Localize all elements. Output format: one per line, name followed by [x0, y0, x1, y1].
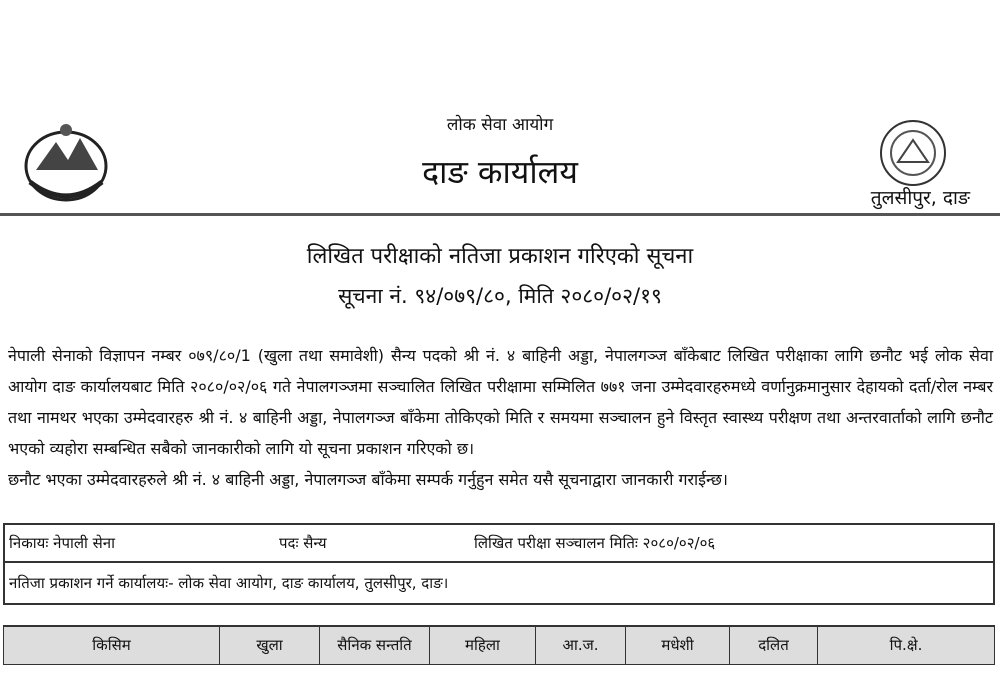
col-dalit: दलित — [730, 626, 818, 664]
result-office-box — [3, 561, 995, 605]
exam-date: लिखित परीक्षा सञ्चालन मितिः २०८०/०२/०६ — [474, 534, 716, 552]
results-table — [3, 625, 995, 665]
info-box — [3, 523, 995, 563]
post: पदः सैन्य — [279, 534, 327, 552]
col-madhesi: मधेशी — [626, 626, 730, 664]
org-name: लोक सेवा आयोग — [446, 115, 554, 135]
col-women: महिला — [430, 626, 536, 664]
notice-title: लिखित परीक्षाको नतिजा प्रकाशन गरिएको सूचना — [306, 244, 694, 269]
notice-subtitle: सूचना नं. ९४/०७९/८०, मिति २०८०/०२/१९ — [338, 284, 662, 308]
office-location: तुलसीपुर, दाङ — [870, 187, 970, 209]
agency: निकायः नेपाली सेना — [9, 534, 116, 552]
table-header-row — [4, 626, 995, 664]
result-office: नतिजा प्रकाशन गर्ने कार्यालयः- लोक सेवा आयोग, दाङ कार्यालय, तुलसीपुर, दाङ। — [9, 574, 449, 592]
header-divider — [0, 213, 1000, 216]
office-name: दाङ कार्यालय — [422, 153, 578, 191]
col-open: खुला — [220, 626, 320, 664]
notice-body — [8, 340, 993, 495]
col-type: किसिम — [4, 626, 220, 664]
col-backward-region: पि.क्षे. — [818, 626, 995, 664]
body-paragraph: छनौट भएका उम्मेदवारहरुले श्री नं. ४ बाहिनी अड्डा, नेपालगञ्ज बाँकेमा सम्पर्क गर्नुहुन समेत यसै सूचनाद्वारा जानकारी गराईन्छ। — [8, 470, 728, 489]
col-indigenous: आ.ज. — [536, 626, 626, 664]
col-military-descendants: सैनिक सन्तति — [320, 626, 430, 664]
body-paragraph: नेपाली सेनाको विज्ञापन नम्बर ०७९/८०/1 (खुला तथा समावेशी) सैन्य पदको श्री नं. ४ बाहिनी अड्डा, नेपालगञ्ज बाँकेबाट लिखित परीक्षाका लागि छनौट भई लोक सेवा आयोग दाङ कार्यालयबाट मिति २०८०/०२/०६ गते नेपालगञ्जमा सञ्चालित लिखित परीक्षामा सम्मिलित ७७१ जना उम्मेदवारहरुमध्ये वर्णानुक्रमानुसार देहायको दर्ता/रोल नम्बर तथा नामथर भएका उम्मेदवारहरु श्री नं. ४ बाहिनी अड्डा, नेपालगञ्ज बाँकेमा तोकिएको मिति र समयमा सञ्चालन हुने विस्तृत स्वास्थ्य परीक्षण तथा अन्तरवार्ताको लागि छनौट भएको व्यहोरा सम्बन्धित सबैको जानकारीको लागि यो सूचना प्रकाशन गरिएको छ। — [8, 346, 993, 458]
